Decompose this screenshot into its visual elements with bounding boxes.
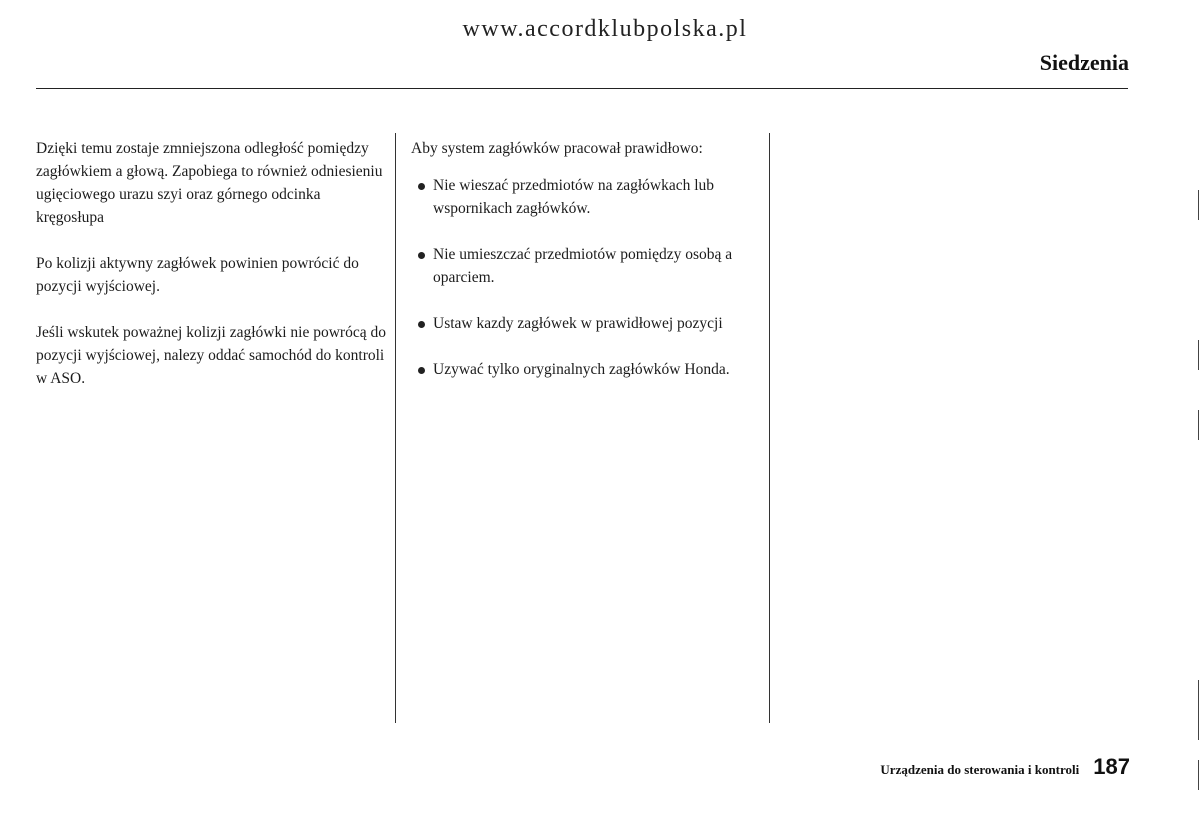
- column-divider-right: [769, 133, 770, 723]
- list-item: [411, 358, 761, 381]
- page-number: 187: [1093, 754, 1130, 779]
- bullet-icon: [418, 183, 425, 190]
- watermark-url: www.accordklubpolska.pl: [462, 16, 748, 42]
- scan-edge-mark: [1198, 680, 1199, 740]
- scan-edge-mark: [1198, 410, 1199, 440]
- page-footer: [880, 754, 1130, 780]
- scan-edge-mark: [1198, 190, 1199, 220]
- bullet-icon: [418, 367, 425, 374]
- section-title: Siedzenia: [1039, 50, 1129, 75]
- paragraph: Po kolizji aktywny zagłówek powinien powrócić do pozycji wyjściowej.: [36, 255, 359, 295]
- list-item-text: Nie wieszać przedmiotów na zagłówkach lub wspornikach zagłówków.: [433, 177, 715, 217]
- list-item-text: Ustaw kazdy zagłówek w prawidłowej pozycji: [433, 315, 723, 332]
- bullet-icon: [418, 252, 425, 259]
- middle-column: [411, 137, 761, 404]
- bullet-icon: [418, 321, 425, 328]
- list-item-text: Nie umieszczać przedmiotów pomiędzy osobą a oparciem.: [433, 246, 733, 286]
- paragraph: Jeśli wskutek poważnej kolizji zagłówki nie powrócą do pozycji wyjściowej, nalezy oddać samochód do kontroli w ASO.: [36, 324, 386, 387]
- column-divider-left: [395, 133, 396, 723]
- footer-chapter-title: Urządzenia do sterowania i kontroli: [880, 762, 1080, 777]
- left-column: [36, 137, 386, 413]
- scan-edge-mark: [1198, 760, 1199, 790]
- bullet-list: [411, 174, 761, 381]
- list-item: [411, 243, 761, 289]
- list-item: [411, 312, 761, 335]
- list-item: [411, 174, 761, 220]
- list-item-text: Uzywać tylko oryginalnych zagłówków Honda.: [433, 361, 730, 378]
- intro-text: Aby system zagłówków pracował prawidłowo:: [411, 140, 703, 157]
- paragraph: Dzięki temu zostaje zmniejszona odległość pomiędzy zagłówkiem a głową. Zapobiega to również odniesieniu ugięciowego urazu szyi oraz górnego odcinka kręgosłupa: [36, 140, 383, 226]
- scan-edge-mark: [1198, 340, 1199, 370]
- header-rule: [36, 88, 1128, 89]
